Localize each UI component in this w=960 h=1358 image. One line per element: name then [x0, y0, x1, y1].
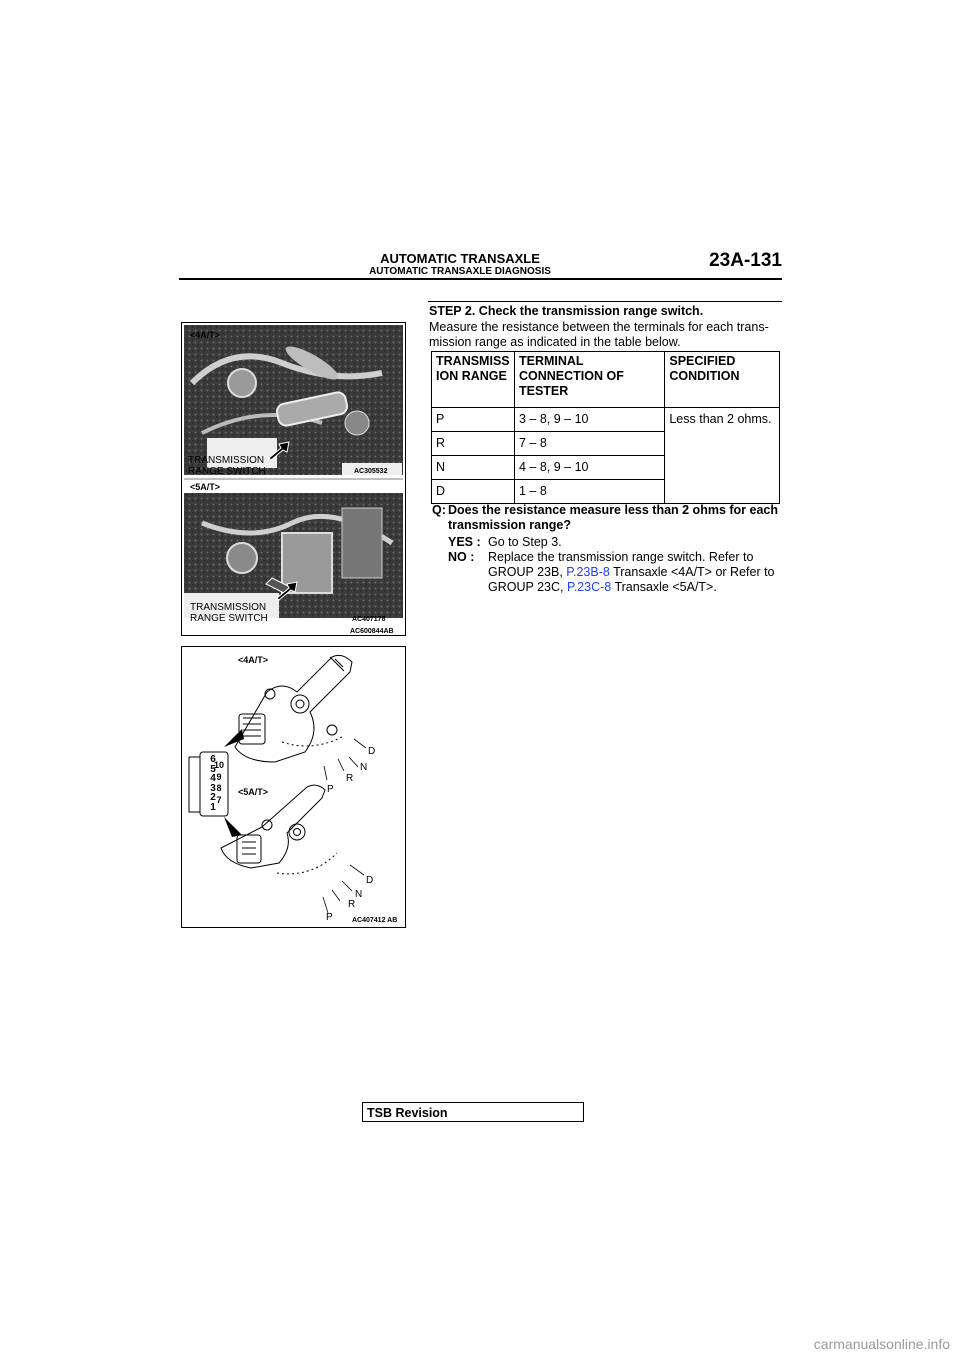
pin-1: 1 — [210, 801, 216, 813]
cell-range: D — [432, 480, 515, 504]
photo-4at — [184, 325, 403, 475]
link-p23c-8[interactable]: P.23C-8 — [566, 580, 612, 594]
page-number: 23A-131 — [709, 250, 782, 271]
resistance-table — [431, 351, 780, 504]
answer-no-key: NO : — [448, 550, 475, 564]
answer-yes — [448, 535, 788, 550]
diagram-4at-label: <4A/T> — [238, 655, 269, 665]
cell-range: N — [432, 456, 515, 480]
answer-no — [448, 550, 788, 595]
step-rule — [428, 301, 782, 302]
cell-terminal: 3 – 8, 9 – 10 — [514, 408, 664, 432]
photo-4at-code: AC305532 — [354, 468, 388, 475]
table-row — [432, 408, 780, 432]
photo-4at-callout-line2: RANGE SWITCH — [188, 466, 266, 477]
pointer-5at-icon — [224, 817, 242, 837]
pin-7: 7 — [216, 794, 222, 805]
figure1-code: AC600844AB — [350, 628, 394, 635]
engine-photo-figure — [181, 322, 406, 636]
figure2-code: AC407412 AB — [352, 917, 398, 924]
cell-terminal: 1 – 8 — [514, 480, 664, 504]
connector-pins-right — [210, 760, 224, 806]
step-body: Measure the resistance between the terminals for each trans-mission range as indicated in the table below. — [429, 320, 769, 349]
question-text: Does the resistance measure less than 2 ohms for each transmission range? — [448, 503, 778, 532]
header-terminal: TERMINAL CONNECTION OF TESTER — [514, 352, 664, 408]
header-range: TRANSMISS ION RANGE — [432, 352, 515, 408]
step-title: STEP 2. Check the transmission range switch. — [429, 304, 704, 318]
range-label-lower-p: P — [326, 912, 333, 923]
table-header-row — [432, 352, 780, 408]
photo-5at-callout-line2: RANGE SWITCH — [190, 613, 268, 624]
pin-6: 6 — [210, 754, 216, 765]
answer-yes-key: YES : — [448, 535, 481, 549]
answer-no-text: Replace the transmission range switch. Refer to GROUP 23B, P.23B-8 Transaxle <4A/T> or Refer to GROUP 23C, P.23C-8 Transaxle <5A/T>. — [488, 550, 775, 594]
cell-terminal: 7 – 8 — [514, 432, 664, 456]
range-label-upper-p: P — [327, 784, 334, 795]
range-label-lower-r: R — [348, 899, 356, 910]
pin-3: 3 — [210, 782, 216, 794]
photo-5at — [184, 493, 403, 618]
tsb-revision-box: TSB Revision — [362, 1102, 584, 1122]
section-subtitle: AUTOMATIC TRANSAXLE DIAGNOSIS — [369, 266, 551, 277]
link-p23b-8[interactable]: P.23B-8 — [566, 565, 610, 579]
watermark: carmanualsonline.info — [813, 1336, 950, 1352]
section-title: AUTOMATIC TRANSAXLE — [380, 251, 540, 266]
pin-2: 2 — [210, 792, 216, 804]
answer-no-line1: Replace the transmission range switch. Refer to — [488, 550, 754, 564]
range-label-upper-r: R — [346, 773, 354, 784]
cell-range: R — [432, 432, 515, 456]
switch-4at-drawing — [235, 655, 352, 762]
photo-5at-callout-line1: TRANSMISSION — [190, 602, 267, 613]
range-leader-lines-upper — [324, 739, 366, 780]
range-label-lower-d: D — [366, 875, 374, 886]
pin-4: 4 — [210, 773, 216, 785]
photo-5at-label: <5A/T> — [190, 482, 221, 492]
photo-4at-label: <4A/T> — [190, 330, 221, 340]
photo-4at-callout-line1: TRANSMISSION — [188, 455, 265, 466]
cell-condition: Less than 2 ohms. — [665, 408, 780, 504]
header-rule — [179, 278, 782, 280]
answer-yes-text: Go to Step 3. — [488, 535, 562, 549]
question-label: Q: — [432, 503, 446, 517]
cell-range: P — [432, 408, 515, 432]
pin-8: 8 — [216, 783, 222, 793]
diagram-5at-label: <5A/T> — [238, 787, 269, 797]
photo-5at-code: AC407178 — [352, 616, 386, 623]
pin-5: 5 — [210, 763, 216, 775]
header-condition: SPECIFIED CONDITION — [665, 352, 780, 408]
range-label-lower-n: N — [355, 889, 363, 900]
cell-terminal: 4 – 8, 9 – 10 — [514, 456, 664, 480]
range-label-upper-d: D — [368, 746, 376, 757]
pin-9: 9 — [216, 771, 222, 782]
pin-10: 10 — [214, 760, 225, 770]
range-label-upper-n: N — [360, 762, 368, 773]
switch-5at-drawing — [221, 785, 337, 874]
